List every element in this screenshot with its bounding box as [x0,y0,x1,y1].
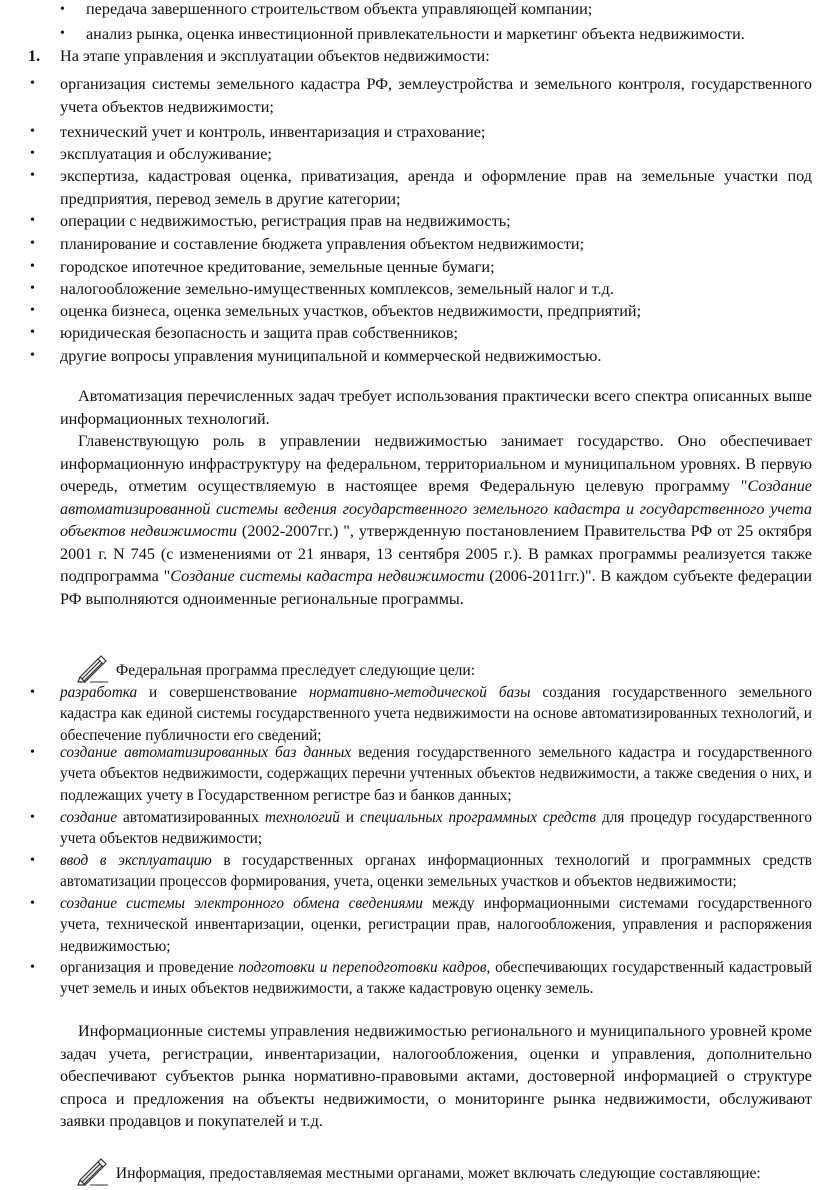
paragraph-text: Автоматизация перечисленных задач требует использования практически всего спектра описанных выше информационных технологий. [60,387,812,428]
list-item-text: оценка бизнеса, оценка земельных участков, объектов недвижимости, предприятий; [60,302,642,320]
paragraph-text: Информационные системы управления недвижимостью регионального и муниципального уровней кроме задач учета, регистрации, инвентаризации, налогообложения, оценки и управления, дополнительно обеспечивают субъектов рынка нормативно-правовыми актами, достоверной информацией о структуре спроса и предложения на объекты недвижимости, о мониторинге рынка недвижимости, обслуживают заявки продавцов и покупателей и т.д. [60,1022,812,1130]
bullet-dot: • [30,124,35,139]
goal-text [60,957,812,1000]
bullet-dot: • [30,853,35,868]
list-item-text: эксплуатация и обслуживание; [60,145,272,163]
list-item-text: операции с недвижимостью, регистрация прав на недвижимость; [60,212,511,230]
bullet-dot: • [30,348,35,363]
list-item-text: организация системы земельного кадастра РФ, землеустройства и земельного контроля, государственного учета объектов недвижимости; [60,75,812,116]
paragraph-text: (2002-2007гг.) ", утвержденную постановлением Правительства РФ от 25 октября 2001 г. N 745 (с изменениями от 21 января, 13 сентября 2005 г.). В рамках программы реализуется также подпрограмма " [60,522,812,585]
goal-run: между информационными системами государственного учета, технической инвентаризации, оценки, регистрации прав, налогообложения, управления и распоряжения недвижимостью; [60,895,812,955]
goal-run: организация и проведение [60,959,239,976]
bullet-dot: • [30,236,35,251]
emphasis-text: создание автоматизированных баз данных [60,744,352,761]
list-item-text: экспертиза, кадастровая оценка, приватизация, аренда и оформление прав на земельные участки под предприятия, перевод земель в другие категории; [60,167,812,208]
bullet-dot: • [60,26,65,41]
goal-run: автоматизированных [117,809,265,826]
goal-run: создания государственного земельного кадастра как единой системы государственного учета недвижимости на основе автоматизированных технологий, и обеспечение публичности его сведений; [60,684,812,744]
pencil-note-icon [76,1165,116,1182]
goal-text [60,807,812,850]
goal-text [60,682,812,746]
list-item-text: другие вопросы управления муниципальной и коммерческой недвижимостью. [60,347,602,365]
bullet-dot: • [30,213,35,228]
goal-run: и совершенствование [137,684,309,701]
emphasis-text: ввод в эксплуатацию [60,852,212,869]
bullet-dot: • [30,745,35,760]
list-item-text: анализ рынка, оценка инвестиционной привлекательности и маркетинг объекта недвижимости. [86,25,745,43]
goal-run: в государственных органах информационных технологий и программных средств автоматизации процессов формирования, учета, оценки земельных участков и объектов недвижимости; [60,852,812,891]
bullet-dot: • [30,281,35,296]
bullet-dot: • [30,685,35,700]
emphasis-text: специальных программных средств [360,809,596,826]
goal-run: и [339,809,361,826]
list-item-text: планирование и составление бюджета управления объектом недвижимости; [60,235,585,253]
subprogram-title: Создание системы кадастра недвижимости [170,567,485,585]
note-text: Федеральная программа преследует следующие цели: [115,662,476,679]
list-item-text: передача завершенного строительством объекта управляющей компании; [86,0,593,18]
note-text: Информация, предоставляемая местными органами, может включать следующие составляющие: [115,1165,761,1182]
bullet-dot: • [30,960,35,975]
stage-title: На этапе управления и эксплуатации объектов недвижимости: [60,47,490,65]
goal-run: для процедур государственного учета объектов недвижимости; [60,809,812,848]
bullet-dot: • [60,2,65,17]
list-item-text: городское ипотечное кредитование, земельные ценные бумаги; [60,258,495,276]
goal-text [60,742,812,806]
bullet-dot: • [30,168,35,183]
bullet-dot: • [30,325,35,340]
stage-number: 1. [28,47,41,65]
goal-text [60,893,812,957]
paragraph-text: Главенствующую роль в управлении недвижимостью занимает государство. Оно обеспечивает информационную инфраструктуру на федеральном, территориальном и муниципальном уровнях. В первую очередь, отметим осуществляемую в настоящее время Федеральную целевую программу " [60,432,812,495]
emphasis-text: технологий [264,809,340,826]
list-item-text: налогообложение земельно-имущественных комплексов, земельный налог и т.д. [60,280,614,298]
bullet-dot: • [30,146,35,161]
note-heading [76,1158,816,1186]
emphasis-text: разработка [60,684,138,701]
emphasis-text: подготовки и переподготовки кадров [238,959,487,976]
list-item-text: технический учет и контроль, инвентаризация и страхование; [60,123,486,141]
emphasis-text: создание [60,809,118,826]
bullet-dot: • [30,303,35,318]
note-heading [76,655,816,683]
goal-run: , обеспечивающих государственный кадастровый учет земель и иных объектов недвижимости, а также кадастровую оценку земель. [60,959,813,998]
bullet-dot: • [30,896,35,911]
goal-run: ведения государственного земельного кадастра и государственного учета объектов недвижимости, содержащих перечни учтенных объектов недвижимости, а также сведения о них, и подлежащих учету в Государственном регистре баз и банков данных; [60,744,812,804]
emphasis-text: создание системы электронного обмена сведениями [60,895,423,912]
bullet-dot: • [30,810,35,825]
paragraph-text: (2006-2011гг.)". В каждом субъекте федерации РФ выполняются одноименные региональные программы. [60,567,813,608]
pencil-note-icon [76,662,116,679]
emphasis-text: нормативно-методической базы [308,684,531,701]
paragraph [60,385,812,430]
list-item-text: юридическая безопасность и защита прав собственников; [60,324,458,342]
bullet-dot: • [30,76,35,91]
program-title: Создание автоматизированной системы ведения государственного земельного кадастра и государственного учета объектов недвижимости [60,477,812,540]
bullet-dot: • [30,259,35,274]
goal-text [60,850,812,893]
paragraph [60,1020,812,1133]
paragraph [60,430,812,610]
